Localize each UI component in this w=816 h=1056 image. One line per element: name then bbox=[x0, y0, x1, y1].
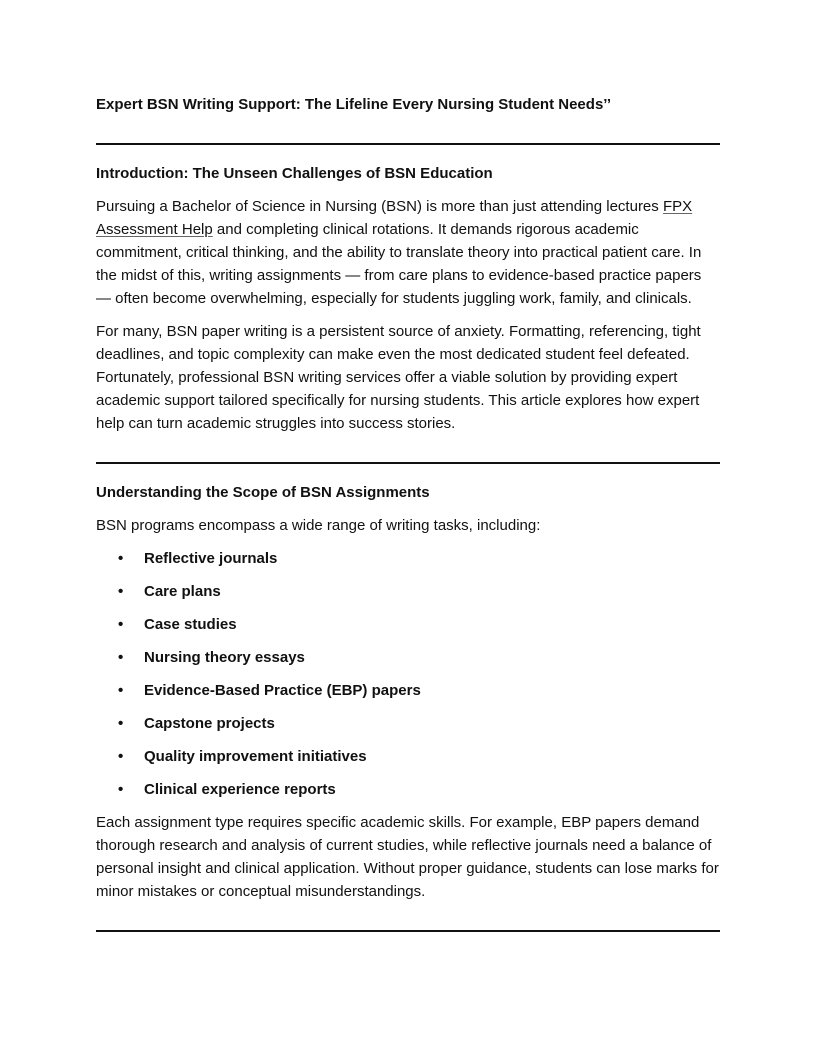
bullet-icon: • bbox=[118, 583, 124, 600]
assignment-type-list bbox=[96, 547, 720, 801]
bullet-icon: • bbox=[118, 616, 124, 633]
bullet-icon: • bbox=[118, 682, 124, 699]
bullet-icon: • bbox=[118, 649, 124, 666]
paragraph: BSN programs encompass a wide range of writing tasks, including: bbox=[96, 517, 541, 534]
document-title: Expert BSN Writing Support: The Lifeline Every Nursing Student Needs’’ bbox=[96, 96, 612, 113]
paragraph bbox=[96, 195, 720, 310]
list-item-text: Quality improvement initiatives bbox=[144, 748, 367, 765]
section-introduction bbox=[96, 163, 720, 435]
bullet-icon: • bbox=[118, 781, 124, 798]
list-item-text: Reflective journals bbox=[144, 550, 278, 567]
list-item bbox=[96, 745, 720, 768]
list-item-text: Case studies bbox=[144, 616, 237, 633]
list-item bbox=[96, 778, 720, 801]
section-heading: Understanding the Scope of BSN Assignments bbox=[96, 484, 430, 501]
list-item-text: Clinical experience reports bbox=[144, 781, 336, 798]
list-item-text: Capstone projects bbox=[144, 715, 275, 732]
list-item bbox=[96, 580, 720, 603]
bullet-icon: • bbox=[118, 550, 124, 567]
list-item-text: Care plans bbox=[144, 583, 221, 600]
list-item bbox=[96, 547, 720, 570]
section-scope bbox=[96, 482, 720, 903]
list-item-text: Nursing theory essays bbox=[144, 649, 305, 666]
paragraph-text: Pursuing a Bachelor of Science in Nursing (BSN) is more than just attending lectures bbox=[96, 198, 663, 215]
document-page bbox=[96, 94, 720, 932]
list-item bbox=[96, 712, 720, 735]
section-heading: Introduction: The Unseen Challenges of BSN Education bbox=[96, 165, 493, 182]
bullet-icon: • bbox=[118, 715, 124, 732]
list-item bbox=[96, 679, 720, 702]
fpx-assessment-help-link[interactable]: FPX Assessment Help bbox=[96, 198, 693, 238]
section-divider bbox=[96, 930, 720, 932]
list-item bbox=[96, 646, 720, 669]
paragraph-text: and completing clinical rotations. It demands rigorous academic commitment, critical thinking, and the ability to translate theory into practical patient care. In the midst of this, writing assignments — from care plans to evidence-based practice papers — often become overwhelming, especially for students juggling work, family, and clinicals. bbox=[96, 221, 702, 307]
list-item-text: Evidence-Based Practice (EBP) papers bbox=[144, 682, 421, 699]
bullet-icon: • bbox=[118, 748, 124, 765]
section-divider bbox=[96, 143, 720, 145]
paragraph: For many, BSN paper writing is a persistent source of anxiety. Formatting, referencing, tight deadlines, and topic complexity can make even the most dedicated student feel defeated. Fortunately, professional BSN writing services offer a viable solution by providing expert academic support tailored specifically for nursing students. This article explores how expert help can turn academic struggles into success stories. bbox=[96, 323, 701, 432]
section-divider bbox=[96, 462, 720, 464]
list-item bbox=[96, 613, 720, 636]
paragraph: Each assignment type requires specific academic skills. For example, EBP papers demand thorough research and analysis of current studies, while reflective journals need a balance of personal insight and clinical application. Without proper guidance, students can lose marks for minor mistakes or conceptual misunderstandings. bbox=[96, 814, 719, 900]
